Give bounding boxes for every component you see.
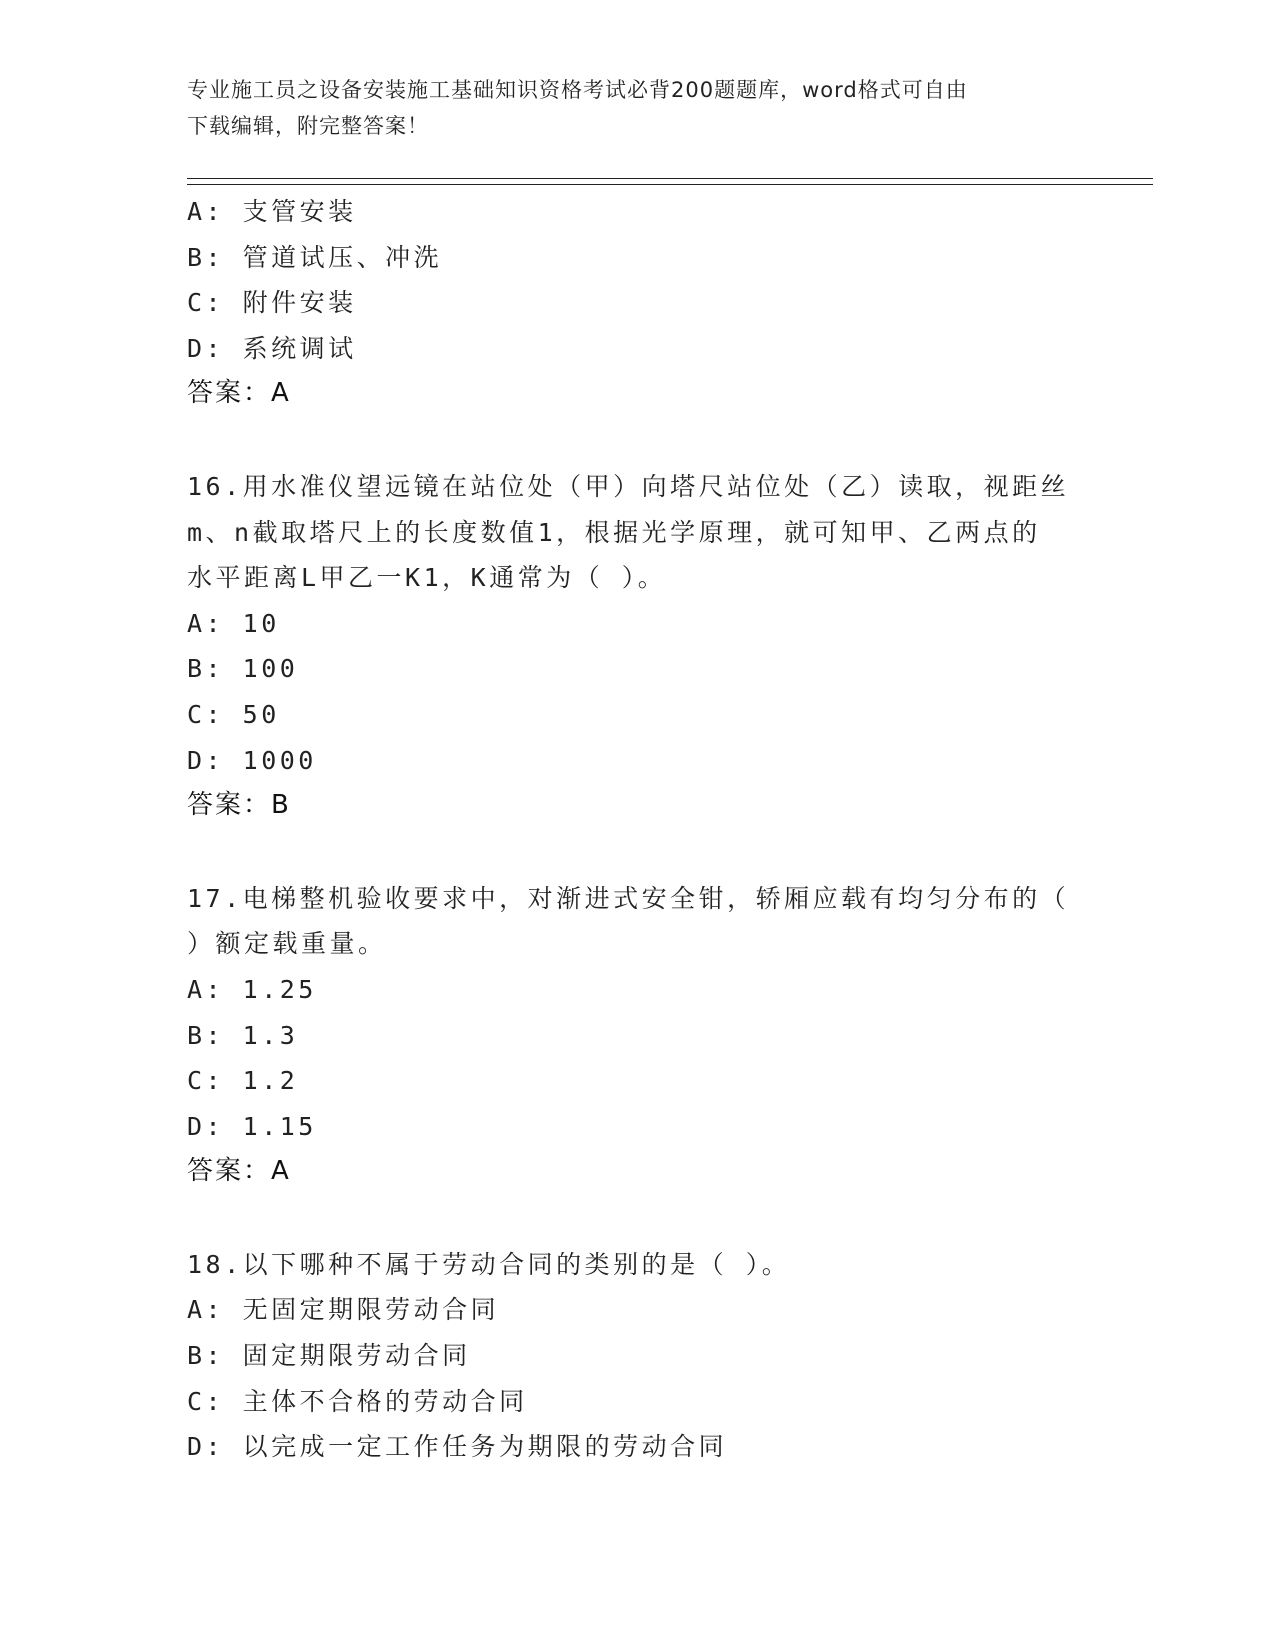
question-18	[187, 1242, 1087, 1470]
option-c: C: 1.2	[187, 1066, 299, 1096]
question-text-line: 16.用水准仪望远镜在站位处（甲）向塔尺站位处（乙）读取，视距丝	[187, 471, 1070, 501]
option-a: A: 10	[187, 608, 280, 638]
option-b: B: 管道试压、冲洗	[187, 242, 443, 272]
document-header	[187, 72, 1087, 144]
question-15	[187, 189, 1087, 417]
question-list	[187, 189, 1087, 1470]
option-d: D: 以完成一定工作任务为期限的劳动合同	[187, 1432, 728, 1462]
header-divider-bottom	[187, 184, 1153, 185]
option-b: B: 100	[187, 654, 299, 684]
header-divider-top	[187, 178, 1153, 179]
option-d: D: 1000	[187, 745, 317, 775]
question-17	[187, 876, 1087, 1195]
option-c: C: 50	[187, 699, 280, 729]
question-16	[187, 464, 1087, 829]
option-a: A: 支管安装	[187, 197, 357, 226]
question-text-line: 水平距离L甲乙一K1，K通常为（ ）。	[187, 563, 667, 593]
question-text-line: 17.电梯整机验收要求中，对渐进式安全钳，轿厢应载有均匀分布的（	[187, 883, 1070, 913]
option-b: B: 固定期限劳动合同	[187, 1341, 471, 1371]
answer-line: 答案：A	[187, 378, 291, 409]
question-text-line: 18.以下哪种不属于劳动合同的类别的是（ ）。	[187, 1249, 791, 1279]
option-c: C: 附件安装	[187, 288, 357, 318]
answer-line: 答案：A	[187, 1156, 291, 1187]
option-d: D: 系统调试	[187, 333, 357, 363]
header-line-1: 专业施工员之设备安装施工基础知识资格考试必背200题题库，word格式可自由	[187, 78, 968, 102]
option-b: B: 1.3	[187, 1020, 299, 1050]
answer-line: 答案：B	[187, 790, 291, 821]
header-line-2: 下载编辑，附完整答案！	[187, 114, 429, 138]
option-c: C: 主体不合格的劳动合同	[187, 1386, 528, 1416]
option-a: A: 1.25	[187, 974, 317, 1004]
option-d: D: 1.15	[187, 1111, 317, 1141]
question-text-line: ）额定载重量。	[187, 929, 387, 959]
question-text-line: m、n截取塔尺上的长度数值1，根据光学原理，就可知甲、乙两点的	[187, 517, 1041, 547]
option-a: A: 无固定期限劳动合同	[187, 1295, 500, 1325]
